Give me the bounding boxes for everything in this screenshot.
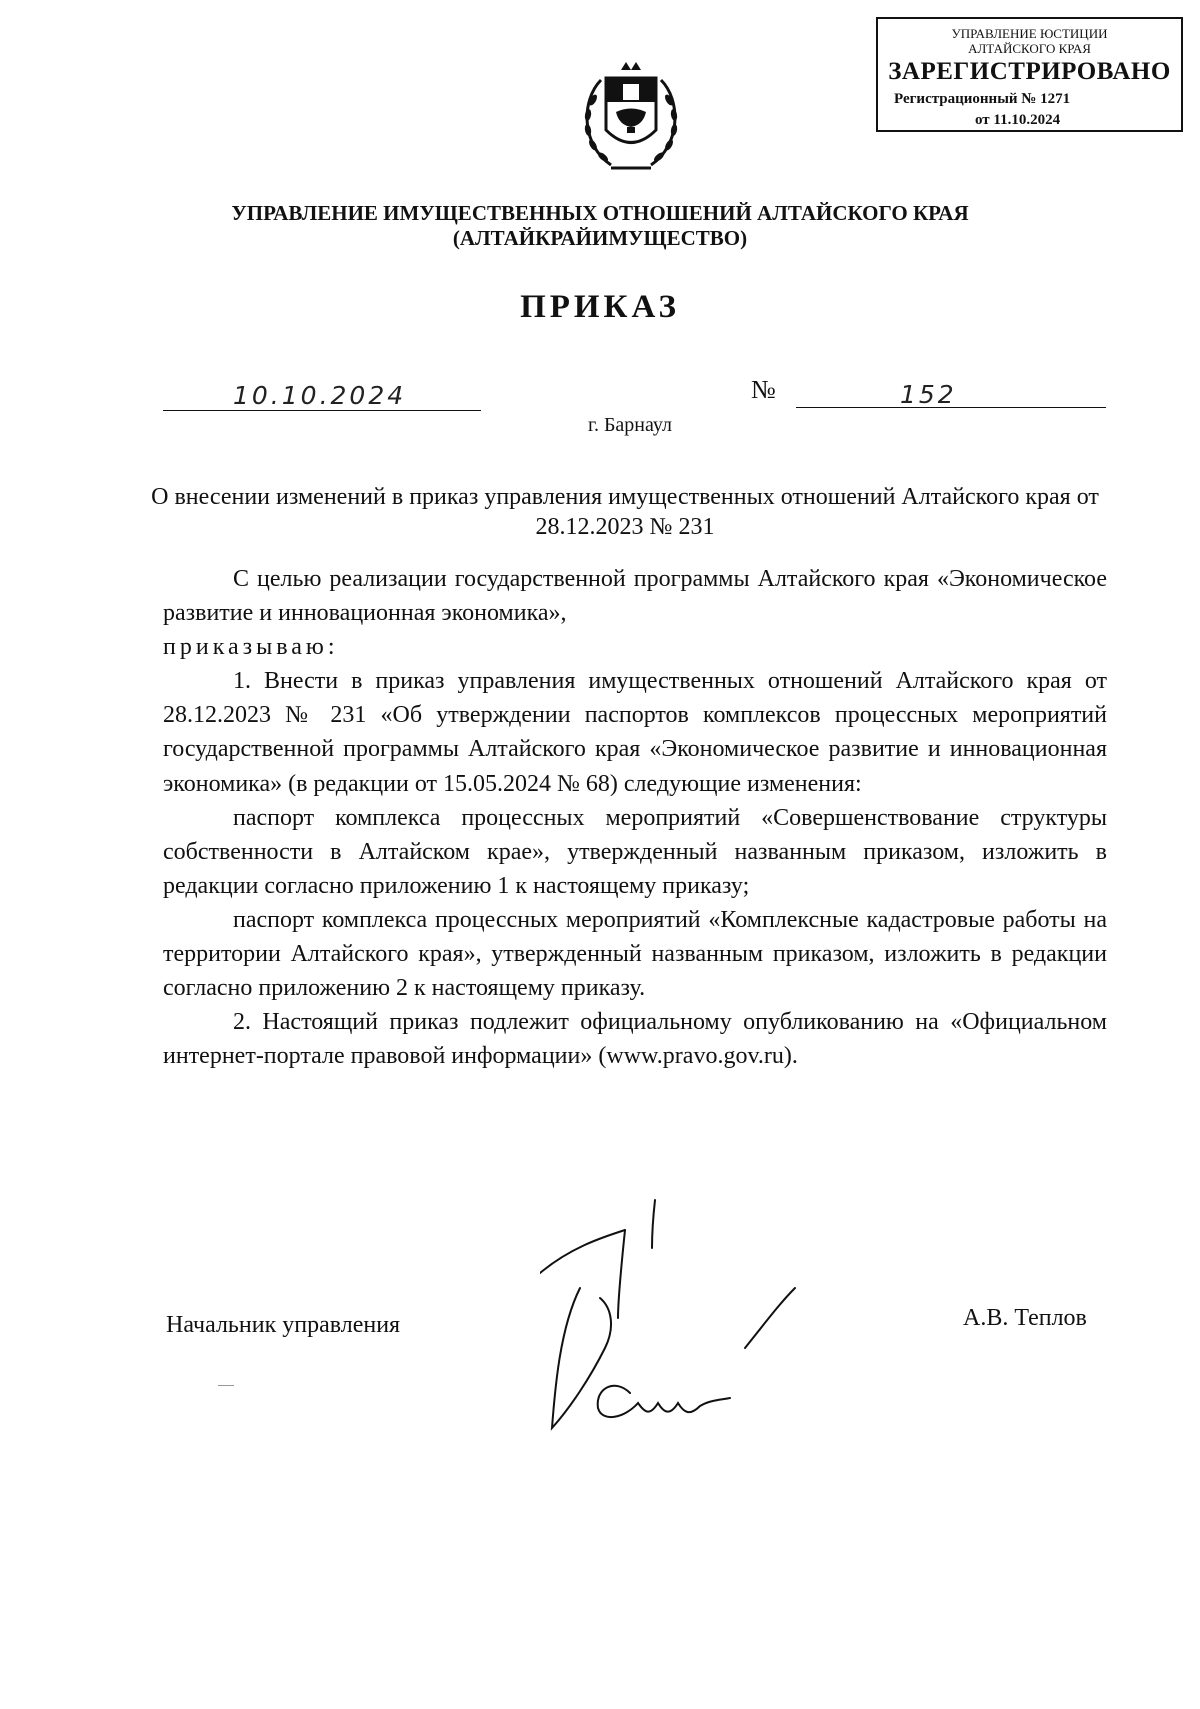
item-1: 1. Внести в приказ управления имущественных отношений Алтайского края от 28.12.2023 № 231 «Об утверждении паспортов комплексов процессных мероприятий государственной программы Алтайского края «Экономическое развитие и инновационная экономика» (в редакции от 15.05.2024 № 68) следующие изменения: xyxy=(163,668,1107,797)
stamp-reg-date: от 11.10.2024 xyxy=(975,112,1061,128)
signatory-position: Начальник управления xyxy=(166,1312,401,1338)
document-type-title: ПРИКАЗ xyxy=(520,289,680,325)
handwritten-signature xyxy=(540,1188,860,1443)
order-word: приказываю: xyxy=(163,634,339,661)
date-underline xyxy=(163,410,481,411)
scan-mark xyxy=(218,1385,234,1386)
item-1-paragraph-a: паспорт комплекса процессных мероприятий «Совершенствование структуры собственности в Алтайском крае», утвержденный названным приказом, изложить в редакции согласно приложению 1 к настоящему приказу; xyxy=(163,804,1107,899)
intro-paragraph: С целью реализации государственной программы Алтайского края «Экономическое развитие и инновационная экономика», xyxy=(163,566,1107,627)
altai-krai-coat-of-arms-icon xyxy=(571,50,691,185)
item-2: 2. Настоящий приказ подлежит официальному опубликованию на «Официальном интернет-портале правовой информации» (www.pravo.gov.ru). xyxy=(163,1009,1107,1070)
city: г. Барнаул xyxy=(588,414,672,436)
document-body xyxy=(163,562,1107,1073)
org-abbreviation: (АЛТАЙКРАЙИМУЩЕСТВО) xyxy=(452,226,748,250)
stamp-status: ЗАРЕГИСТРИРОВАНО xyxy=(888,58,1171,85)
stamp-reg-number: Регистрационный № 1271 xyxy=(894,91,1071,107)
document-subject: О внесении изменений в приказ управления имущественных отношений Алтайского края от 28.12.2023 № 231 xyxy=(151,484,1099,540)
stamp-org: УПРАВЛЕНИЕ ЮСТИЦИИ АЛТАЙСКОГО КРАЯ xyxy=(951,26,1108,56)
registration-stamp xyxy=(876,17,1183,132)
signatory-name: А.В. Теплов xyxy=(963,1305,1087,1331)
handwritten-number: 152 xyxy=(900,380,957,409)
item-1-paragraph-b: паспорт комплекса процессных мероприятий «Комплексные кадастровые работы на территории Алтайского края», утвержденный названным приказом, изложить в редакции согласно приложению 2 к настоящему приказу. xyxy=(163,906,1107,1002)
org-name: УПРАВЛЕНИЕ ИМУЩЕСТВЕННЫХ ОТНОШЕНИЙ АЛТАЙСКОГО КРАЯ xyxy=(231,201,969,225)
number-label: № xyxy=(751,375,776,404)
handwritten-date: 10.10.2024 xyxy=(233,381,407,410)
